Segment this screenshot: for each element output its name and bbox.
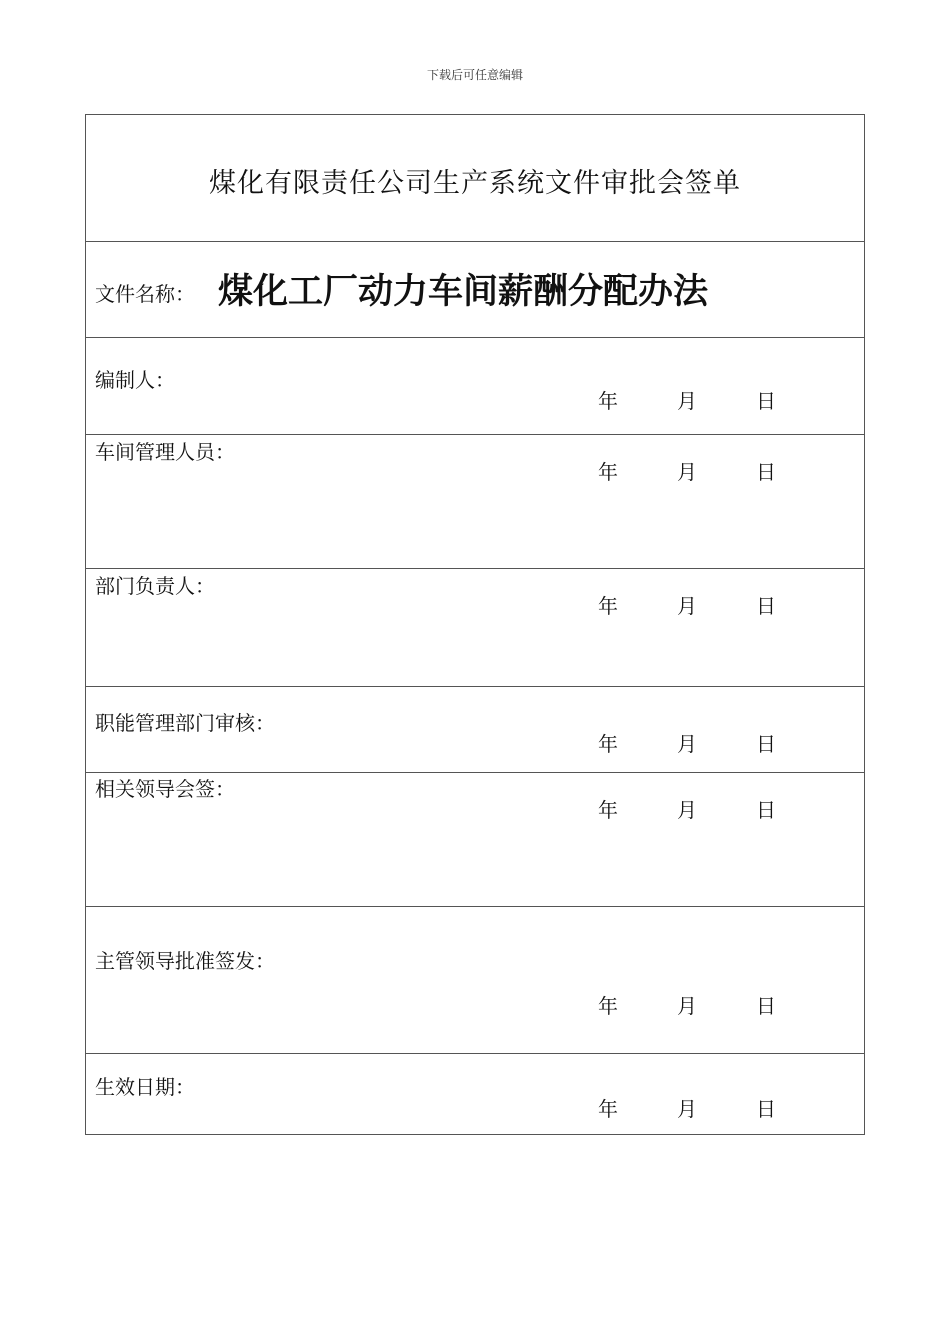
file-name-value: 煤化工厂动力车间薪酬分配办法 xyxy=(218,271,709,312)
sig-row-dept-head xyxy=(86,568,864,686)
date-day: 日 xyxy=(756,798,776,822)
date-month: 月 xyxy=(677,798,697,822)
date-day: 日 xyxy=(756,460,776,484)
sig-label: 部门负责人： xyxy=(95,574,215,598)
sig-label: 职能管理部门审核： xyxy=(95,711,275,735)
date-day: 日 xyxy=(756,594,776,618)
sig-label: 编制人： xyxy=(95,368,175,392)
date-field xyxy=(598,456,776,485)
date-field xyxy=(598,1093,776,1122)
date-year: 年 xyxy=(598,732,618,756)
date-day: 日 xyxy=(756,732,776,756)
date-field xyxy=(598,794,776,823)
date-year: 年 xyxy=(598,798,618,822)
date-month: 月 xyxy=(677,594,697,618)
sig-label: 相关领导会签： xyxy=(95,777,235,801)
date-field xyxy=(598,990,776,1019)
date-field xyxy=(598,728,776,757)
sig-row-workshop xyxy=(86,434,864,568)
date-year: 年 xyxy=(598,594,618,618)
date-day: 日 xyxy=(756,389,776,413)
file-name-row xyxy=(86,241,864,337)
sig-label: 车间管理人员： xyxy=(95,440,235,464)
sig-row-leader-countersign xyxy=(86,772,864,906)
sig-row-author xyxy=(86,337,864,434)
date-month: 月 xyxy=(677,460,697,484)
sig-row-functional-review xyxy=(86,686,864,772)
date-day: 日 xyxy=(756,994,776,1018)
sig-label: 生效日期： xyxy=(95,1075,195,1099)
approval-form xyxy=(85,114,865,1135)
date-month: 月 xyxy=(677,994,697,1018)
date-month: 月 xyxy=(677,389,697,413)
sig-row-effective-date xyxy=(86,1053,864,1134)
form-title: 煤化有限责任公司生产系统文件审批会签单 xyxy=(209,168,741,199)
date-year: 年 xyxy=(598,1097,618,1121)
date-month: 月 xyxy=(677,1097,697,1121)
date-year: 年 xyxy=(598,460,618,484)
form-title-row xyxy=(86,115,864,241)
date-field xyxy=(598,385,776,414)
sig-label: 主管领导批准签发： xyxy=(95,949,275,973)
header-note: 下载后可任意编辑 xyxy=(426,68,523,82)
date-field xyxy=(598,590,776,619)
sig-row-approval xyxy=(86,906,864,1053)
date-day: 日 xyxy=(756,1097,776,1121)
date-year: 年 xyxy=(598,389,618,413)
date-month: 月 xyxy=(677,732,697,756)
file-name-label: 文件名称： xyxy=(95,282,195,306)
date-year: 年 xyxy=(598,994,618,1018)
